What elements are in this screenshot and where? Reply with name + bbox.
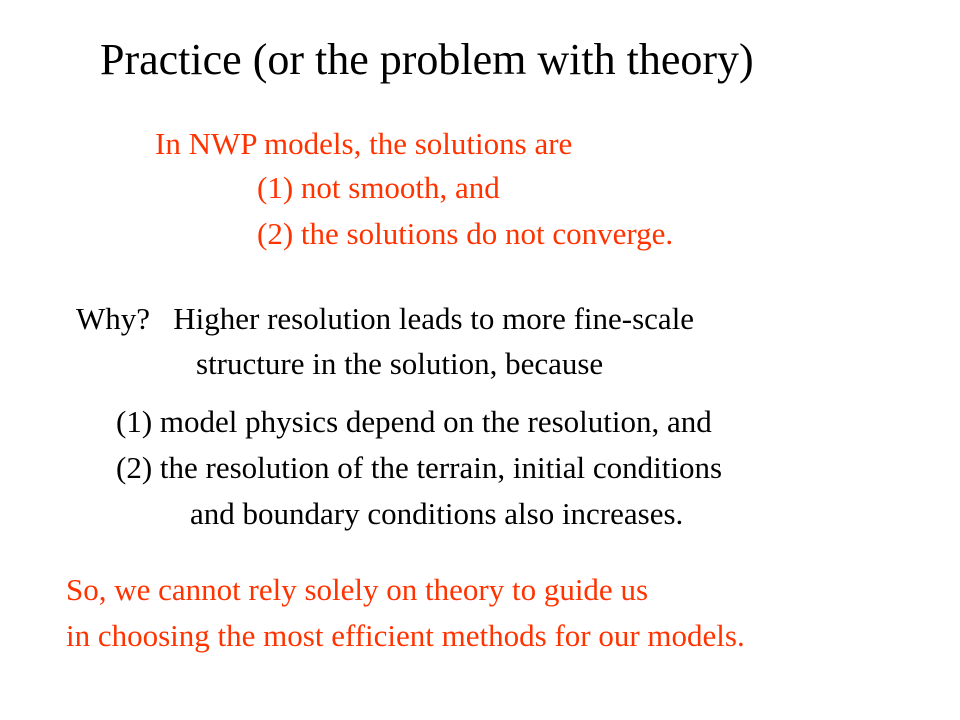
slide-title: Practice (or the problem with theory) <box>100 35 754 84</box>
intro-lead: In NWP models, the solutions are <box>155 126 573 161</box>
intro-point-2: (2) the solutions do not converge. <box>257 216 674 251</box>
why-line-2: structure in the solution, because <box>196 346 604 381</box>
reason-2: (2) the resolution of the terrain, initial conditions <box>116 450 723 485</box>
intro-point-1: (1) not smooth, and <box>257 170 500 205</box>
why-line-1: Why? Higher resolution leads to more fine-scale <box>76 301 695 336</box>
reason-2-continued: and boundary conditions also increases. <box>190 496 684 531</box>
conclusion-line-1: So, we cannot rely solely on theory to guide us <box>66 572 649 607</box>
reason-1: (1) model physics depend on the resolution, and <box>116 404 712 439</box>
conclusion-line-2: in choosing the most efficient methods for our models. <box>66 618 745 653</box>
